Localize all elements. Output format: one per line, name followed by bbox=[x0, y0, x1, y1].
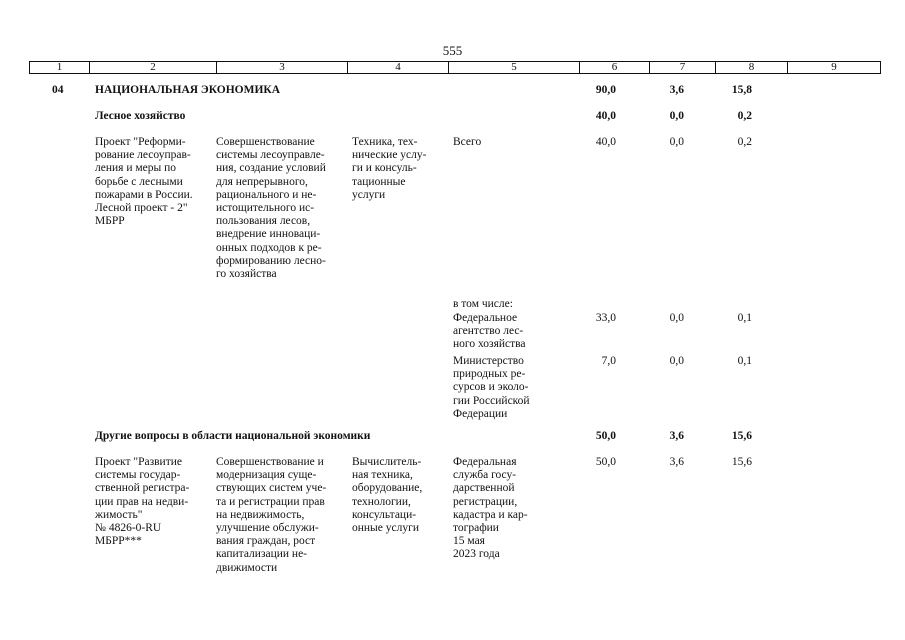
project1-total-col6: 40,0 bbox=[595, 136, 616, 148]
project1-goal: Совершенствование системы лесоуправле- ния, создание условий для непрерывного, рационального и не- истощительного ис- пользования лесов, внедрение инноваци- онных подходов к ре- формированию лесно- го хозяйства bbox=[216, 136, 326, 281]
header-col-8: 8 bbox=[716, 62, 788, 73]
project1-recipient2: Министерство природных ре- сурсов и эколо- гии Российской Федерации bbox=[453, 355, 530, 420]
table-header-row bbox=[29, 61, 881, 74]
header-col-6: 6 bbox=[580, 62, 650, 73]
project1-recipient2-col6: 7,0 bbox=[601, 355, 616, 367]
section-title: НАЦИОНАЛЬНАЯ ЭКОНОМИКА bbox=[95, 84, 281, 96]
section-col7: 3,6 bbox=[669, 84, 684, 96]
project2-goal: Совершенствование и модернизация суще- ствующих систем уче- та и регистрации прав на недвижимость, улучшение обслужи- вания граждан, рост капитализации не- движимости bbox=[216, 456, 327, 574]
project2-col6: 50,0 bbox=[595, 456, 616, 468]
project1-total-col8: 0,2 bbox=[737, 136, 752, 148]
project1-type: Техника, тех- нические услу- ги и консуль- тационные услуги bbox=[352, 136, 427, 201]
subsection-forestry-col6: 40,0 bbox=[595, 110, 616, 122]
project1-recipient1: Федеральное агентство лес- ного хозяйства bbox=[453, 312, 526, 351]
project1-name: Проект "Реформи- рование лесоуправ- ления и меры по борьбе с лесными пожарами в России. Лесной проект - 2" МБРР bbox=[95, 136, 193, 228]
project1-recipient1-col8: 0,1 bbox=[737, 312, 752, 324]
project2-col8: 15,6 bbox=[731, 456, 752, 468]
header-col-4: 4 bbox=[348, 62, 449, 73]
subsection-forestry-col8: 0,2 bbox=[737, 110, 752, 122]
project2-name: Проект "Развитие системы государ- ственной регистра- ции прав на недви- жимость" № 4826-0-RU МБРР*** bbox=[95, 456, 190, 548]
project1-total-label: Всего bbox=[453, 136, 482, 148]
subsection-forestry-title: Лесное хозяйство bbox=[95, 110, 186, 122]
header-col-5: 5 bbox=[449, 62, 580, 73]
section-code: 04 bbox=[52, 84, 64, 96]
subsection-other-title: Другие вопросы в области национальной экономики bbox=[95, 430, 371, 442]
subsection-other-col8: 15,6 bbox=[731, 430, 752, 442]
header-col-9: 9 bbox=[831, 61, 837, 73]
header-col-2: 2 bbox=[90, 62, 217, 73]
project1-recipient1-col7: 0,0 bbox=[669, 312, 684, 324]
project1-total-col7: 0,0 bbox=[669, 136, 684, 148]
project2-col7: 3,6 bbox=[669, 456, 684, 468]
project1-recipient2-col8: 0,1 bbox=[737, 355, 752, 367]
page-number: 555 bbox=[442, 43, 463, 58]
header-col-3: 3 bbox=[217, 62, 348, 73]
project1-recipient2-col7: 0,0 bbox=[669, 355, 684, 367]
project2-recipient: Федеральная служба госу- дарственной регистрации, кадастра и кар- тографии 15 мая 2023 года bbox=[453, 456, 528, 561]
project1-including-label: в том числе: bbox=[453, 298, 513, 310]
header-col-1: 1 bbox=[30, 62, 90, 73]
section-col8: 15,8 bbox=[731, 84, 752, 96]
subsection-other-col7: 3,6 bbox=[669, 430, 684, 442]
project1-recipient1-col6: 33,0 bbox=[595, 312, 616, 324]
section-col6: 90,0 bbox=[595, 84, 616, 96]
subsection-forestry-col7: 0,0 bbox=[669, 110, 684, 122]
project2-type: Вычислитель- ная техника, оборудование, технологии, консультаци- онные услуги bbox=[352, 456, 423, 535]
header-col-7: 7 bbox=[650, 62, 716, 73]
subsection-other-col6: 50,0 bbox=[595, 430, 616, 442]
